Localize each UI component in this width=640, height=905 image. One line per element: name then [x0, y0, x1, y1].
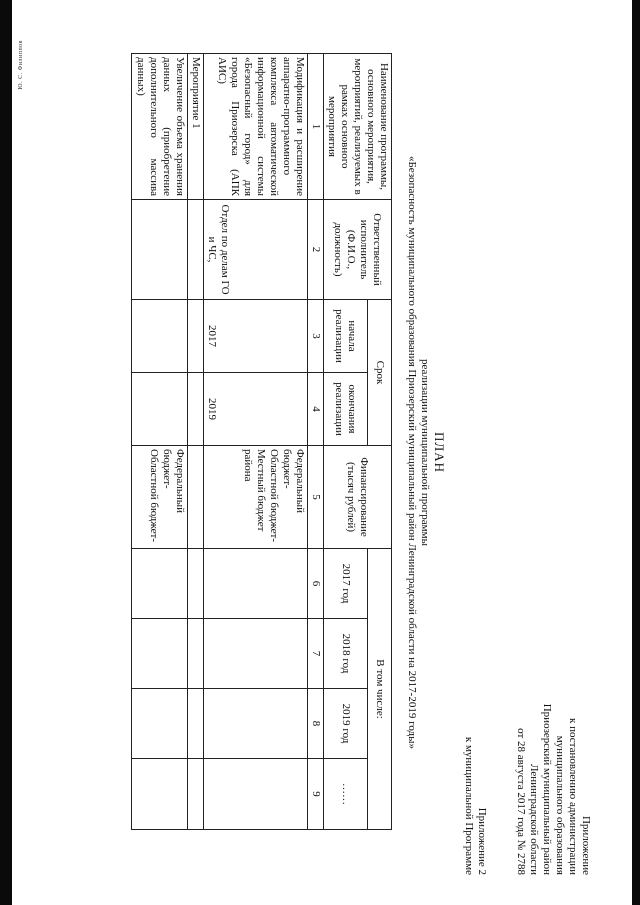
row-name: Модификация и расширение аппаратно-программного комплекса автоматической информационной системы «Безопасный город» для города Приозерска (АПК АИС)	[204, 54, 308, 200]
table-header-row	[367, 54, 391, 830]
row-funding	[204, 446, 308, 549]
column-number-row	[308, 54, 324, 830]
funding-line: Местный бюджет района	[242, 449, 267, 532]
header-more: ……	[324, 759, 368, 830]
column-number: 8	[308, 689, 324, 759]
header-2018: 2018 год	[324, 619, 368, 689]
column-number: 6	[308, 549, 324, 619]
funding-line: Федеральный бюджет-	[281, 449, 306, 514]
appendix-line: к муниципальной Программе	[463, 736, 475, 875]
header-line: Приложение	[580, 815, 592, 875]
table-row	[204, 54, 308, 830]
header-2017: 2017 год	[324, 549, 368, 619]
row-name: Увеличение объема хранения данных (приобретение дополнительного массива данных)	[132, 54, 188, 200]
header-term-start: начала реализации	[324, 300, 368, 373]
header-2019: 2019 год	[324, 689, 368, 759]
header-term: Срок	[367, 300, 391, 446]
scan-stamp: Ю. С. Филиппов	[18, 40, 24, 90]
column-number: 9	[308, 759, 324, 830]
header-responsible: Ответственный исполнитель (Ф.И.О., должность)	[324, 200, 392, 300]
header-line: Приозерский муниципальный район	[541, 703, 553, 875]
row-cell-more	[204, 759, 308, 830]
header-funding: Финансирование (тысяч рублей)	[324, 446, 392, 549]
row-cell-2019	[204, 689, 308, 759]
decree-appendix-header	[514, 704, 592, 875]
document-title	[405, 0, 446, 905]
funding-line: Областной бюджет-	[268, 449, 280, 543]
appendix-line: Приложение 2	[476, 807, 488, 875]
funding-line: Областной бюджет-	[148, 449, 160, 543]
row-cell-2018	[204, 619, 308, 689]
row-end: 2019	[204, 373, 308, 446]
column-number: 4	[308, 373, 324, 446]
column-number: 3	[308, 300, 324, 373]
column-number: 5	[308, 446, 324, 549]
header-line: от 28 августа 2017 года № 2788	[515, 728, 527, 875]
column-number: 2	[308, 200, 324, 300]
header-line: к постановлению администрации	[567, 718, 579, 875]
funding-line: Федеральный бюджет-	[161, 449, 186, 514]
header-name: Наименование программы, основного мероприятия, мероприятий, реализуемых в рамках основного мероприятия	[324, 54, 392, 200]
column-number: 7	[308, 619, 324, 689]
table-row	[188, 54, 204, 830]
row-responsible: Отдел по делам ГО и ЧС,	[204, 200, 308, 300]
plan-table	[131, 53, 392, 830]
header-line: Ленинградской области	[528, 764, 540, 875]
title-line: реализации муниципальной программы	[419, 358, 431, 546]
title-line: «Безопасность муниципального образования Приозерский муниципальный район Ленинградской области на 2017-2019 годы»	[406, 155, 418, 749]
header-incl: В том числе:	[367, 549, 391, 830]
plan-heading: ПЛАН	[432, 432, 447, 473]
row-start: 2017	[204, 300, 308, 373]
row-funding	[132, 446, 188, 549]
row-name: Мероприятие 1	[188, 54, 204, 200]
row-cell-2017	[204, 549, 308, 619]
column-number: 1	[308, 54, 324, 200]
header-line: муниципального образования	[554, 735, 566, 875]
program-appendix-header	[462, 737, 488, 875]
table-row	[132, 54, 188, 830]
header-term-end: окончания реализации	[324, 373, 368, 446]
